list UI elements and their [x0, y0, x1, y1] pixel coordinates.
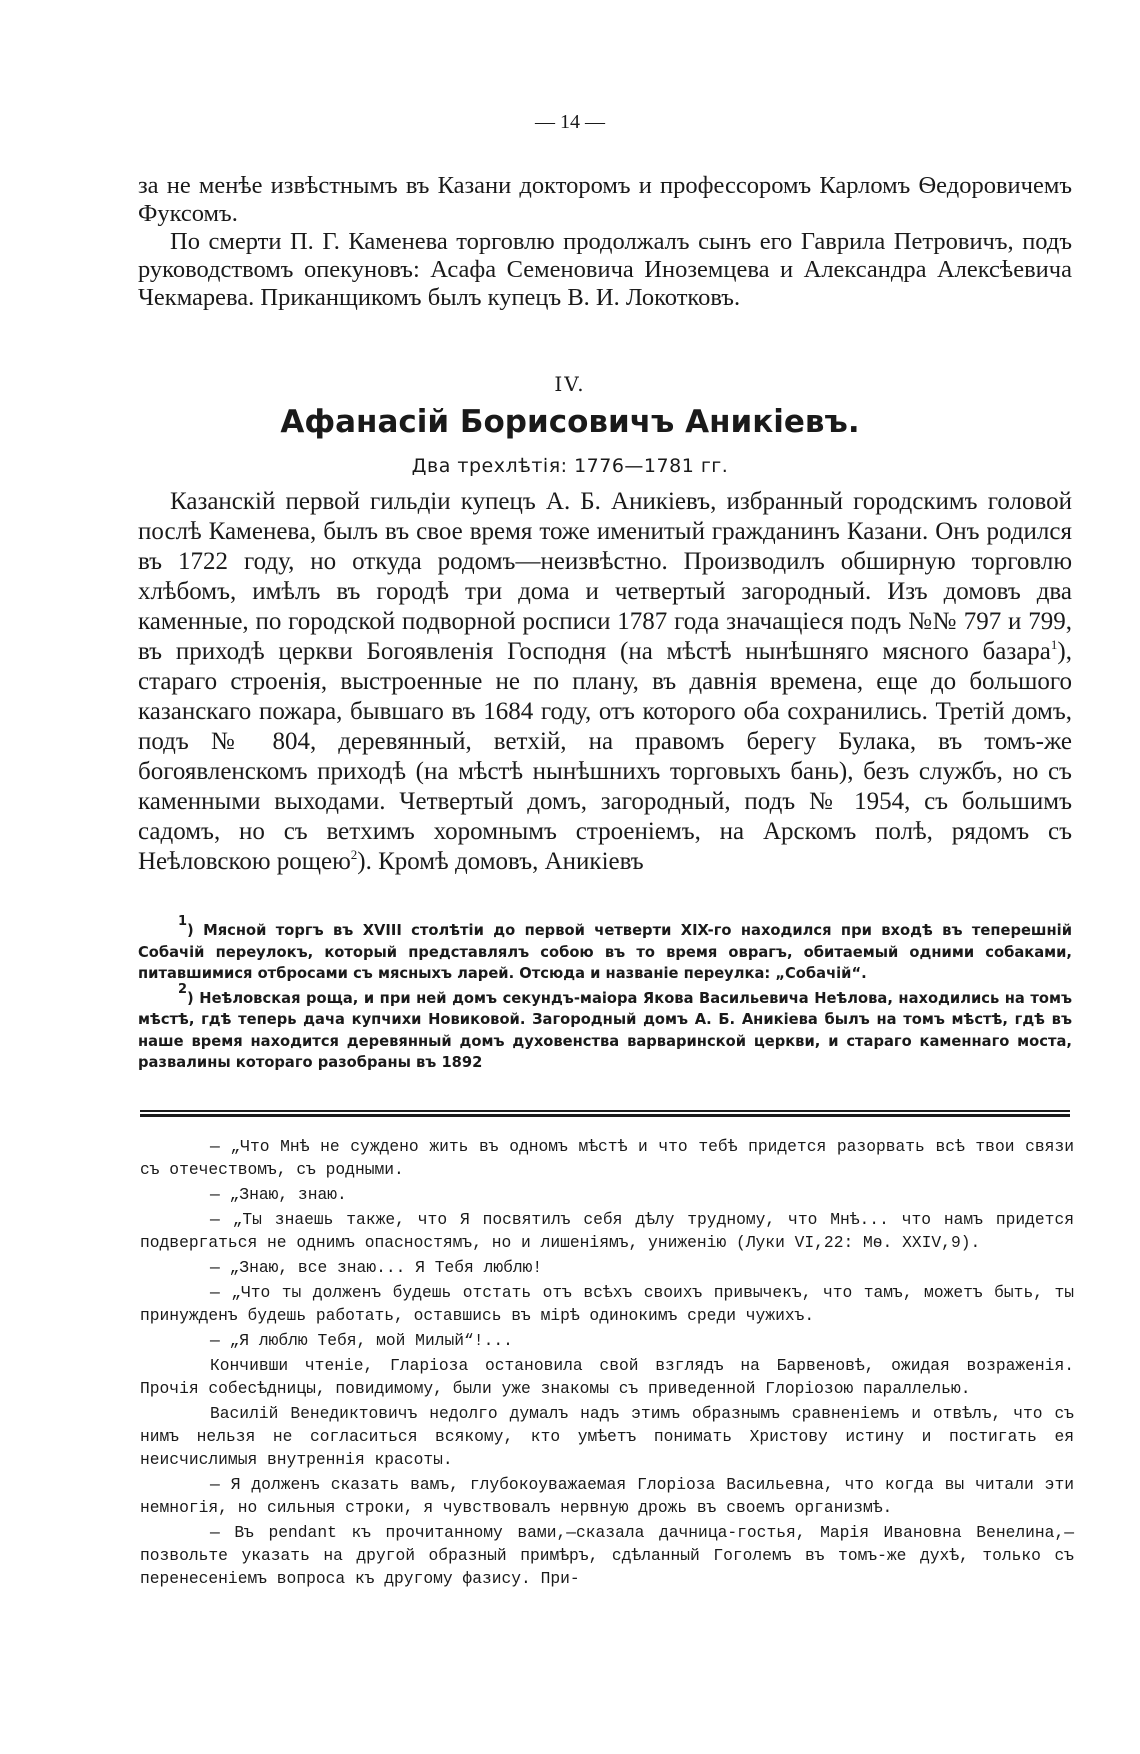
footnote — [138, 914, 1072, 985]
paragraph: — „Что Мнѣ не суждено жить въ одномъ мѣстѣ и что тебѣ придется разорвать всѣ твои связи съ отечествомъ, съ родными. — [140, 1137, 1074, 1179]
section-subtitle: Два трехлѣтія: 1776—1781 гг. — [411, 455, 729, 477]
divider-line — [140, 1110, 1070, 1112]
page-divider — [140, 1110, 1070, 1116]
paragraph: — „Что ты долженъ будешь отстать отъ всѣхъ своихъ привычекъ, что тамъ, можетъ быть, ты принужденъ будешь работать, оставшись въ мірѣ одинокимъ среди чужихъ. — [140, 1283, 1074, 1325]
paragraph: По смерти П. Г. Каменева торговлю продолжалъ сынъ его Гаврила Петровичъ, подъ руководствомъ опекуновъ: Асафа Семеновича Иноземцева и Александра Алексѣевича Чекмарева. Приканщикомъ былъ купецъ В. И. Локотковъ. — [138, 228, 1072, 311]
footnote-text: ) Мясной торгъ въ XVIII столѣтіи до первой четверти XIX-го находился при входѣ въ теперешній Собачій переулокъ, который представлялъ собою въ то время оврагъ, обитаемый одними собаками, питавшимися отбросами съ мясныхъ ларей. Отсюда и названіе переулка: „Собачій“. — [138, 922, 1072, 982]
page-number: — 14 — — [535, 111, 605, 133]
top-text-block — [138, 172, 1072, 312]
paragraph: — „Я люблю Тебя, мой Милый“!... — [210, 1331, 513, 1350]
paragraph: Кончивши чтеніе, Гларіоза остановила свой взглядъ на Барвеновѣ, ожидая возраженія. Прочія собесѣдницы, повидимому, были уже знакомы съ приведенной Глоріозою параллелью. — [140, 1356, 1074, 1398]
footnote-mark: 2 — [178, 981, 188, 997]
footnotes — [138, 914, 1072, 1077]
paragraph: Василій Венедиктовичъ недолго думалъ надъ этимъ образнымъ сравненіемъ и отвѣлъ, что съ нимъ нельзя не согласиться всякому, кто умѣетъ понимать Христову истину и постигать ея неисчислимыя внутреннія красоты. — [140, 1404, 1074, 1469]
divider-line — [140, 1114, 1070, 1117]
paragraph — [138, 487, 1072, 877]
footnote-ref: 1 — [1050, 637, 1058, 652]
main-text-block — [138, 487, 1072, 877]
lower-text-block — [140, 1135, 1074, 1592]
footnote — [138, 981, 1072, 1074]
footnote-mark: 1 — [178, 914, 188, 929]
paragraph: — „Ты знаешь также, что Я посвятилъ себя дѣлу трудному, что Мнѣ... что намъ придется подвергаться не однимъ опасностямъ, но и лишеніямъ, униженію (Луки VI,22: Мѳ. XXIV,9). — [140, 1210, 1074, 1252]
paragraph: за не менѣе извѣстнымъ въ Казани докторомъ и профессоромъ Карломъ Ѳедоровичемъ Фуксомъ. — [138, 172, 1072, 227]
text-run: Казанскій первой гильдіи купецъ А. Б. Аникіевъ, избранный городскимъ головой послѣ Каменева, былъ въ свое время тоже именитый гражданинъ Казани. Онъ родился въ 1722 году, но откуда родомъ—неизвѣстно. Производилъ обширную торговлю хлѣбомъ, имѣлъ въ городѣ три дома и четвертый загородный. Изъ домовъ два каменные, по городской подворной росписи 1787 года значащіеся подъ №№ 797 и 799, въ приходѣ церкви Богоявленія Господня (на мѣстѣ нынѣшняго мясного базара — [138, 488, 1072, 665]
section-title: Афанасій Борисовичъ Аникіевъ. — [280, 404, 860, 440]
paragraph: — „Знаю, знаю. — [210, 1185, 347, 1204]
text-run: ). Кромѣ домовъ, Аникіевъ — [357, 848, 644, 875]
section-number: IV. — [554, 372, 586, 396]
paragraph: — Я долженъ сказать вамъ, глубокоуважаемая Глоріоза Васильевна, что когда вы читали эти немногія, но сильныя строки, я чувствовалъ нервную дрожь въ своемъ организмѣ. — [140, 1475, 1074, 1517]
text-run: ), стараго строенія, выстроенные не по плану, въ давнія времена, еще до большого казанскаго пожара, бывшаго въ 1684 году, отъ которого оба сохранились. Третій домъ, подъ № 804, деревянный, ветхій, на правомъ берегу Булака, въ томъ-же богоявленскомъ приходѣ (на мѣстѣ нынѣшнихъ торговыхъ бань), безъ службъ, но съ каменными выходами. Четвертый домъ, загородный, подъ № 1954, съ большимъ садомъ, но съ ветхимъ хоромнымъ строеніемъ, на Арскомъ полѣ, рядомъ съ Неѣловскою рощею — [138, 638, 1072, 875]
footnote-text: ) Неѣловская роща, и при ней домъ секундъ-маіора Якова Васильевича Неѣлова, находились на томъ мѣстѣ, гдѣ теперь дача купчихи Новиковой. Загородный домъ А. Б. Аникіева былъ на томъ мѣстѣ, гдѣ въ наше время находится деревянный домъ духовенства варваринской церкви, и стараго каменнаго моста, развалины котораго разобраны въ 1892 — [138, 989, 1072, 1071]
paragraph: — „Знаю, все знаю... Я Тебя люблю! — [210, 1258, 543, 1277]
paragraph: — Въ pendant къ прочитанному вами,—сказала дачница-гостья, Марія Ивановна Венелина,—позвольте указать на другой образный примѣръ, сдѣланный Гоголемъ въ томъ-же духѣ, только съ перенесеніемъ вопроса къ другому фазису. При- — [140, 1523, 1074, 1588]
footnote-ref: 2 — [350, 847, 358, 862]
